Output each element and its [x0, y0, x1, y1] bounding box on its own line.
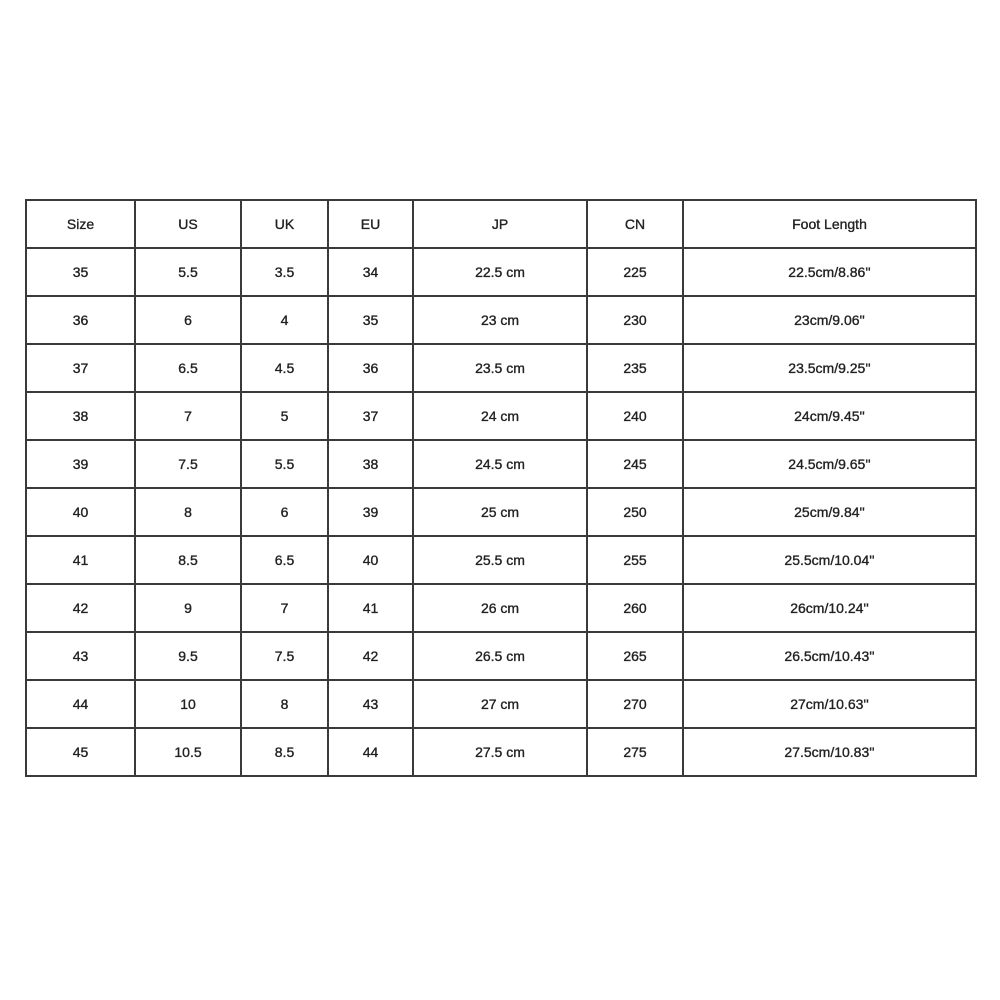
header-eu: EU [328, 200, 413, 248]
cell-jp: 26 cm [413, 584, 587, 632]
cell-eu: 37 [328, 392, 413, 440]
cell-jp: 23.5 cm [413, 344, 587, 392]
cell-foot-length: 24cm/9.45'' [683, 392, 976, 440]
cell-eu: 38 [328, 440, 413, 488]
cell-eu: 42 [328, 632, 413, 680]
cell-us: 6 [135, 296, 241, 344]
cell-foot-length: 27.5cm/10.83'' [683, 728, 976, 776]
cell-uk: 8.5 [241, 728, 328, 776]
cell-foot-length: 22.5cm/8.86'' [683, 248, 976, 296]
table-row [26, 632, 976, 680]
cell-foot-length: 26cm/10.24'' [683, 584, 976, 632]
cell-jp: 22.5 cm [413, 248, 587, 296]
cell-jp: 27.5 cm [413, 728, 587, 776]
cell-us: 9 [135, 584, 241, 632]
header-us: US [135, 200, 241, 248]
cell-size: 37 [26, 344, 135, 392]
cell-size: 35 [26, 248, 135, 296]
cell-cn: 240 [587, 392, 683, 440]
table-row [26, 392, 976, 440]
cell-foot-length: 25.5cm/10.04'' [683, 536, 976, 584]
cell-uk: 6.5 [241, 536, 328, 584]
cell-us: 10.5 [135, 728, 241, 776]
cell-jp: 27 cm [413, 680, 587, 728]
cell-jp: 24 cm [413, 392, 587, 440]
cell-uk: 5 [241, 392, 328, 440]
cell-cn: 275 [587, 728, 683, 776]
header-size: Size [26, 200, 135, 248]
cell-eu: 43 [328, 680, 413, 728]
table-row [26, 296, 976, 344]
table-row [26, 440, 976, 488]
cell-cn: 245 [587, 440, 683, 488]
cell-eu: 39 [328, 488, 413, 536]
table-row [26, 344, 976, 392]
cell-size: 42 [26, 584, 135, 632]
cell-cn: 230 [587, 296, 683, 344]
cell-eu: 35 [328, 296, 413, 344]
cell-size: 36 [26, 296, 135, 344]
cell-uk: 3.5 [241, 248, 328, 296]
cell-size: 39 [26, 440, 135, 488]
table-row [26, 584, 976, 632]
cell-size: 44 [26, 680, 135, 728]
cell-us: 6.5 [135, 344, 241, 392]
cell-eu: 36 [328, 344, 413, 392]
cell-cn: 225 [587, 248, 683, 296]
cell-size: 38 [26, 392, 135, 440]
cell-us: 10 [135, 680, 241, 728]
cell-uk: 6 [241, 488, 328, 536]
cell-uk: 5.5 [241, 440, 328, 488]
table-row [26, 680, 976, 728]
table-row [26, 728, 976, 776]
cell-cn: 260 [587, 584, 683, 632]
cell-us: 9.5 [135, 632, 241, 680]
table-header-row [26, 200, 976, 248]
cell-cn: 255 [587, 536, 683, 584]
cell-eu: 44 [328, 728, 413, 776]
cell-jp: 25.5 cm [413, 536, 587, 584]
cell-cn: 270 [587, 680, 683, 728]
cell-size: 43 [26, 632, 135, 680]
table-row [26, 488, 976, 536]
cell-jp: 25 cm [413, 488, 587, 536]
cell-foot-length: 23.5cm/9.25'' [683, 344, 976, 392]
cell-jp: 23 cm [413, 296, 587, 344]
cell-us: 8 [135, 488, 241, 536]
cell-us: 5.5 [135, 248, 241, 296]
cell-uk: 7 [241, 584, 328, 632]
cell-eu: 41 [328, 584, 413, 632]
cell-foot-length: 27cm/10.63'' [683, 680, 976, 728]
cell-size: 41 [26, 536, 135, 584]
cell-foot-length: 24.5cm/9.65'' [683, 440, 976, 488]
table-row [26, 536, 976, 584]
cell-jp: 26.5 cm [413, 632, 587, 680]
cell-eu: 40 [328, 536, 413, 584]
cell-uk: 4 [241, 296, 328, 344]
header-foot-length: Foot Length [683, 200, 976, 248]
header-uk: UK [241, 200, 328, 248]
cell-eu: 34 [328, 248, 413, 296]
cell-foot-length: 25cm/9.84'' [683, 488, 976, 536]
table-row [26, 248, 976, 296]
shoe-size-table [25, 199, 977, 777]
cell-uk: 8 [241, 680, 328, 728]
header-jp: JP [413, 200, 587, 248]
cell-us: 7.5 [135, 440, 241, 488]
cell-us: 7 [135, 392, 241, 440]
cell-foot-length: 23cm/9.06'' [683, 296, 976, 344]
cell-cn: 250 [587, 488, 683, 536]
header-cn: CN [587, 200, 683, 248]
cell-jp: 24.5 cm [413, 440, 587, 488]
cell-cn: 265 [587, 632, 683, 680]
cell-uk: 7.5 [241, 632, 328, 680]
cell-foot-length: 26.5cm/10.43'' [683, 632, 976, 680]
cell-uk: 4.5 [241, 344, 328, 392]
cell-size: 40 [26, 488, 135, 536]
cell-size: 45 [26, 728, 135, 776]
cell-us: 8.5 [135, 536, 241, 584]
cell-cn: 235 [587, 344, 683, 392]
